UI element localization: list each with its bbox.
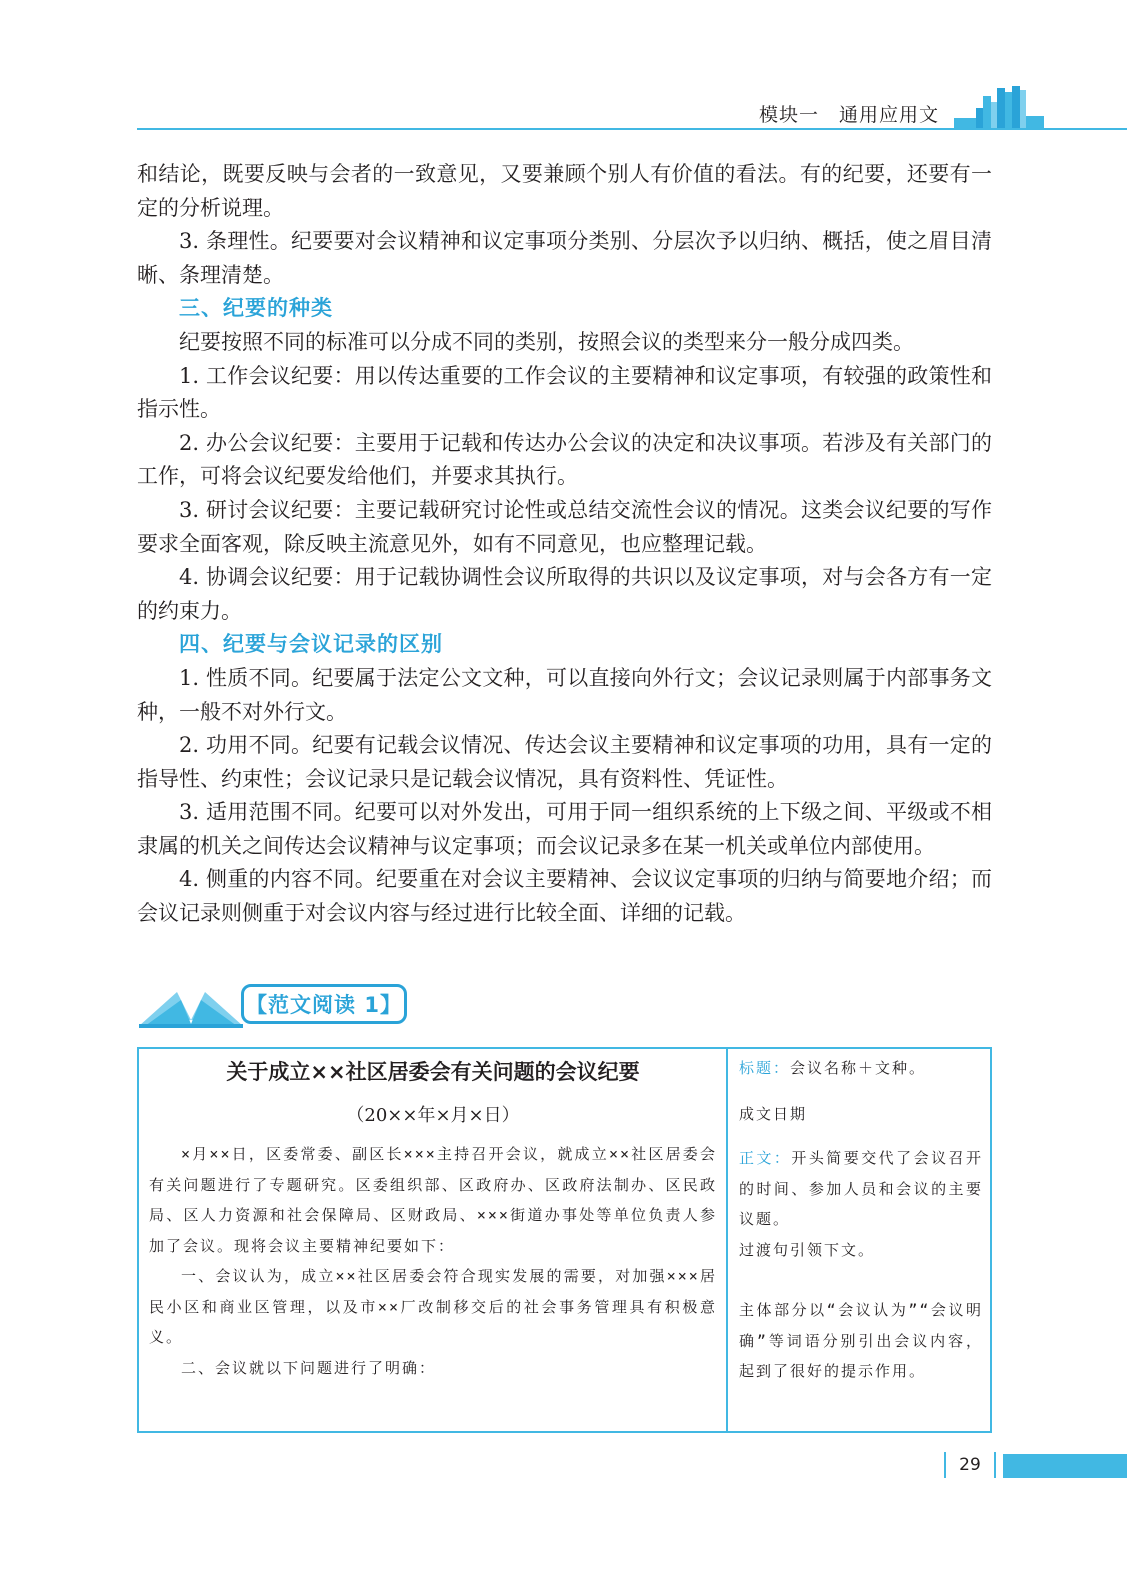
annotation-body: 正文：开头简要交代了会议召开的时间、参加人员和会议的主要议题。	[739, 1149, 983, 1228]
main-content	[137, 158, 992, 931]
section-heading-types: 三、纪要的种类	[179, 296, 333, 321]
annotation-transition: 过渡句引领下文。	[739, 1241, 876, 1259]
books-icon	[954, 86, 1044, 128]
header-divider	[137, 128, 1127, 130]
sample-document-box	[137, 1047, 992, 1433]
document-paragraph: ×月××日，区委常委、副区长×××主持召开会议，就成立××社区居委会有关问题进行了专题研究。区委组织部、区政府办、区政府法制办、区民政局、区人力资源和社会保障局、区财政局、×××街道办事处等单位负责人参加了会议。现将会议主要精神纪要如下：	[149, 1145, 717, 1255]
paragraph: 2. 功用不同。纪要有记载会议情况、传达会议主要精神和议定事项的功用，具有一定的指导性、约束性；会议记录只是记载会议情况，具有资料性、凭证性。	[137, 733, 992, 791]
column-divider	[726, 1049, 728, 1431]
module-title: 模块一 通用应用文	[758, 104, 939, 126]
page-header	[0, 0, 1127, 135]
footer-bar	[1003, 1454, 1127, 1478]
sample-document	[149, 1049, 717, 1383]
paragraph: 1. 工作会议纪要：用以传达重要的工作会议的主要精神和议定事项，有较强的政策性和指示性。	[137, 363, 992, 422]
paragraph: 1. 性质不同。纪要属于法定公文文种，可以直接向外行文；会议记录则属于内部事务文种，一般不对外行文。	[137, 665, 992, 724]
open-book-icon	[137, 980, 247, 1030]
page-number: 29	[944, 1452, 996, 1478]
paragraph: 纪要按照不同的标准可以分成不同的类别，按照会议的类型来分一般分成四类。	[179, 329, 914, 354]
paragraph: 3. 条理性。纪要要对会议精神和议定事项分类别、分层次予以归纳、概括，使之眉目清晰、条理清楚。	[137, 229, 992, 287]
paragraph: 2. 办公会议纪要：主要用于记载和传达办公会议的决定和决议事项。若涉及有关部门的工作，可将会议纪要发给他们，并要求其执行。	[137, 430, 992, 489]
paragraph: 和结论，既要反映与会者的一致意见，又要兼顾个别人有价值的看法。有的纪要，还要有一定的分析说理。	[137, 162, 992, 220]
document-paragraph: 二、会议就以下问题进行了明确：	[181, 1358, 437, 1377]
paragraph: 4. 侧重的内容不同。纪要重在对会议主要精神、会议议定事项的归纳与简要地介绍；而会议记录则侧重于对会议内容与经过进行比较全面、详细的记载。	[137, 867, 992, 926]
section-heading-differences: 四、纪要与会议记录的区别	[179, 632, 443, 657]
paragraph: 3. 适用范围不同。纪要可以对外发出，可用于同一组织系统的上下级之间、平级或不相隶属的机关之间传达会议精神与议定事项；而会议记录多在某一机关或单位内部使用。	[137, 800, 992, 858]
paragraph: 4. 协调会议纪要：用于记载协调性会议所取得的共识以及议定事项，对与会各方有一定的约束力。	[137, 565, 992, 623]
annotation-date: 成文日期	[739, 1105, 808, 1123]
sample-reading-label: 【范文阅读 1】	[241, 984, 407, 1024]
document-paragraph: 一、会议认为，成立××社区居委会符合现实发展的需要，对加强×××居民小区和商业区管理，以及市××厂改制移交后的社会事务管理具有积极意义。	[149, 1267, 717, 1346]
paragraph: 3. 研讨会议纪要：主要记载研究讨论性或总结交流性会议的情况。这类会议纪要的写作要求全面客观，除反映主流意见外，如有不同意见，也应整理记载。	[137, 497, 992, 556]
document-title: 关于成立××社区居委会有关问题的会议纪要	[226, 1060, 640, 1084]
document-date: （20××年×月×日）	[346, 1105, 520, 1126]
sample-reading-header	[137, 980, 437, 1030]
annotation-title: 标题：会议名称＋文种。	[739, 1059, 927, 1077]
annotation-main: 主体部分以“会议认为”“会议明确”等词语分别引出会议内容，起到了很好的提示作用。	[739, 1301, 983, 1380]
